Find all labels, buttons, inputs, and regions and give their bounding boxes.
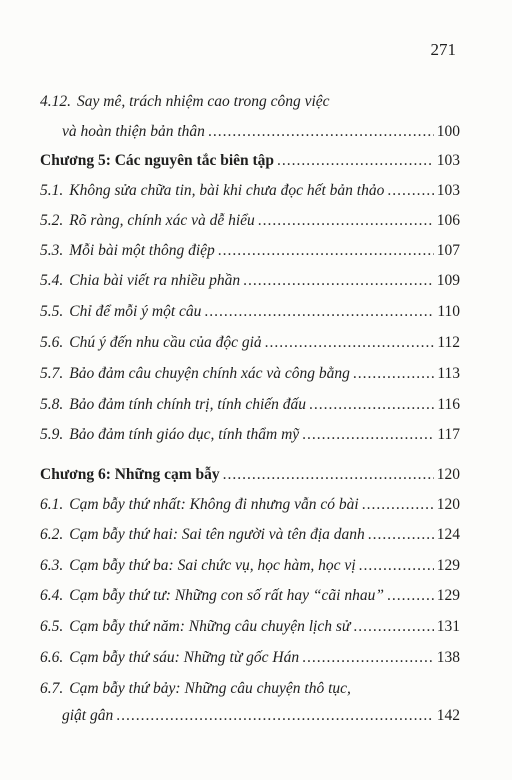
entry-page: 103 [436,152,460,169]
toc-entry-5-4 [40,271,460,291]
toc-entry-5-2 [40,211,460,231]
entry-title: Cạm bẫy thứ sáu: Những từ gốc Hán [69,649,300,666]
entry-title: Chú ý đến nhu cầu của độc giả [69,334,262,351]
dot-leader [116,706,434,726]
entry-title: Bảo đảm tính giáo dục, tính thẩm mỹ [69,426,300,443]
entry-title: Cạm bẫy thứ hai: Sai tên người và tên địa danh [69,526,365,543]
entry-page: 120 [436,496,460,513]
toc-entry-5-1 [40,181,460,201]
toc-entry-continuation [40,706,460,726]
entry-page: 138 [436,649,460,666]
entry-page: 107 [436,242,460,259]
entry-title: Cạm bẫy thứ năm: Những câu chuyện lịch sử [69,618,351,635]
entry-number: 5.7. [40,365,64,382]
entry-page: 113 [437,365,460,382]
toc-entry-5-5 [40,302,460,322]
toc-entry-6-4 [40,586,460,606]
entry-number: 6.4. [40,587,64,604]
dot-leader [353,617,433,637]
toc-entry-5-8 [40,395,460,415]
entry-title: Say mê, trách nhiệm cao trong công việc [77,93,330,110]
entry-page: 103 [436,182,460,199]
dot-leader [265,333,435,353]
dot-leader [243,271,434,291]
entry-number: 6.3. [40,557,64,574]
entry-page: 100 [436,123,460,140]
entry-page: 142 [436,707,460,724]
entry-number: 6.6. [40,649,64,666]
dot-leader [218,241,434,261]
toc-entry-6-6 [40,648,460,668]
entry-number: 6.2. [40,526,64,543]
entry-number: 6.1. [40,496,64,513]
dot-leader [387,181,433,201]
toc-entry-6-5 [40,617,460,637]
entry-title: Bảo đảm câu chuyện chính xác và công bằng [69,365,350,382]
entry-page: 131 [436,618,460,635]
toc-chapter-6 [40,465,460,485]
dot-leader [208,122,434,142]
entry-number: 6.7. [40,680,64,697]
dot-leader [302,425,434,445]
toc-entry-first-line [40,679,460,699]
entry-number: 5.9. [40,426,64,443]
entry-page: 106 [436,212,460,229]
page-number: 271 [430,40,456,59]
toc-chapter-5 [40,151,460,171]
entry-title: Không sửa chữa tin, bài khi chưa đọc hết bản thảo [69,182,385,199]
toc-entry-first-line [40,92,460,112]
dot-leader [302,648,434,668]
entry-title: Cạm bẫy thứ tư: Những con số rất hay “cãi nhau” [69,587,384,604]
entry-number: 5.5. [40,303,64,320]
toc-entry-5-9 [40,425,460,445]
entry-number: 5.2. [40,212,64,229]
entry-number: 5.1. [40,182,64,199]
entry-title: Cạm bẫy thứ bảy: Những câu chuyện thô tục, [69,680,351,697]
entry-title: Chia bài viết ra nhiều phần [69,272,241,289]
entry-title: Bảo đảm tính chính trị, tính chiến đấu [69,396,307,413]
entry-number: 5.3. [40,242,64,259]
toc-entry-5-3 [40,241,460,261]
dot-leader [387,586,434,606]
entry-title: Mỗi bài một thông điệp [69,242,215,259]
dot-leader [353,364,434,384]
entry-page: 120 [436,466,460,483]
dot-leader [359,556,434,576]
entry-title: Cạm bẫy thứ nhất: Không đi nhưng vẫn có bài [69,496,359,513]
dot-leader [368,525,434,545]
toc-entry-continuation [40,122,460,142]
entry-page: 129 [436,557,460,574]
dot-leader [277,151,434,171]
entry-page: 112 [437,334,460,351]
entry-number: 4.12. [40,93,71,110]
toc-entry-6-3 [40,556,460,576]
toc-entry-6-1 [40,495,460,515]
entry-title: Chỉ để mỗi ý một câu [69,303,202,320]
toc-entry-6-7 [40,679,460,726]
entry-number: 6.5. [40,618,64,635]
dot-leader [309,395,434,415]
entry-number: 5.4. [40,272,64,289]
entry-page: 116 [437,396,460,413]
toc-entry-4-12 [40,92,460,142]
entry-title: Rõ ràng, chính xác và dễ hiểu [69,212,255,229]
dot-leader [258,211,434,231]
dot-leader [204,302,434,322]
chapter-title: Chương 6: Những cạm bẫy [40,466,220,483]
entry-number: 5.8. [40,396,64,413]
chapter-title: Chương 5: Các nguyên tắc biên tập [40,152,275,169]
entry-page: 129 [436,587,460,604]
entry-number: 5.6. [40,334,64,351]
entry-page: 110 [437,303,460,320]
entry-title-continued: và hoàn thiện bản thân [62,123,205,140]
entry-page: 109 [436,272,460,289]
toc-entry-5-6 [40,333,460,353]
dot-leader [362,495,434,515]
dot-leader [223,465,434,485]
entry-title: Cạm bẫy thứ ba: Sai chức vụ, học hàm, học vị [69,557,356,574]
entry-title-continued: giật gân [62,707,114,724]
toc-entry-5-7 [40,364,460,384]
toc-entry-6-2 [40,525,460,545]
entry-page: 117 [437,426,460,443]
entry-page: 124 [436,526,460,543]
